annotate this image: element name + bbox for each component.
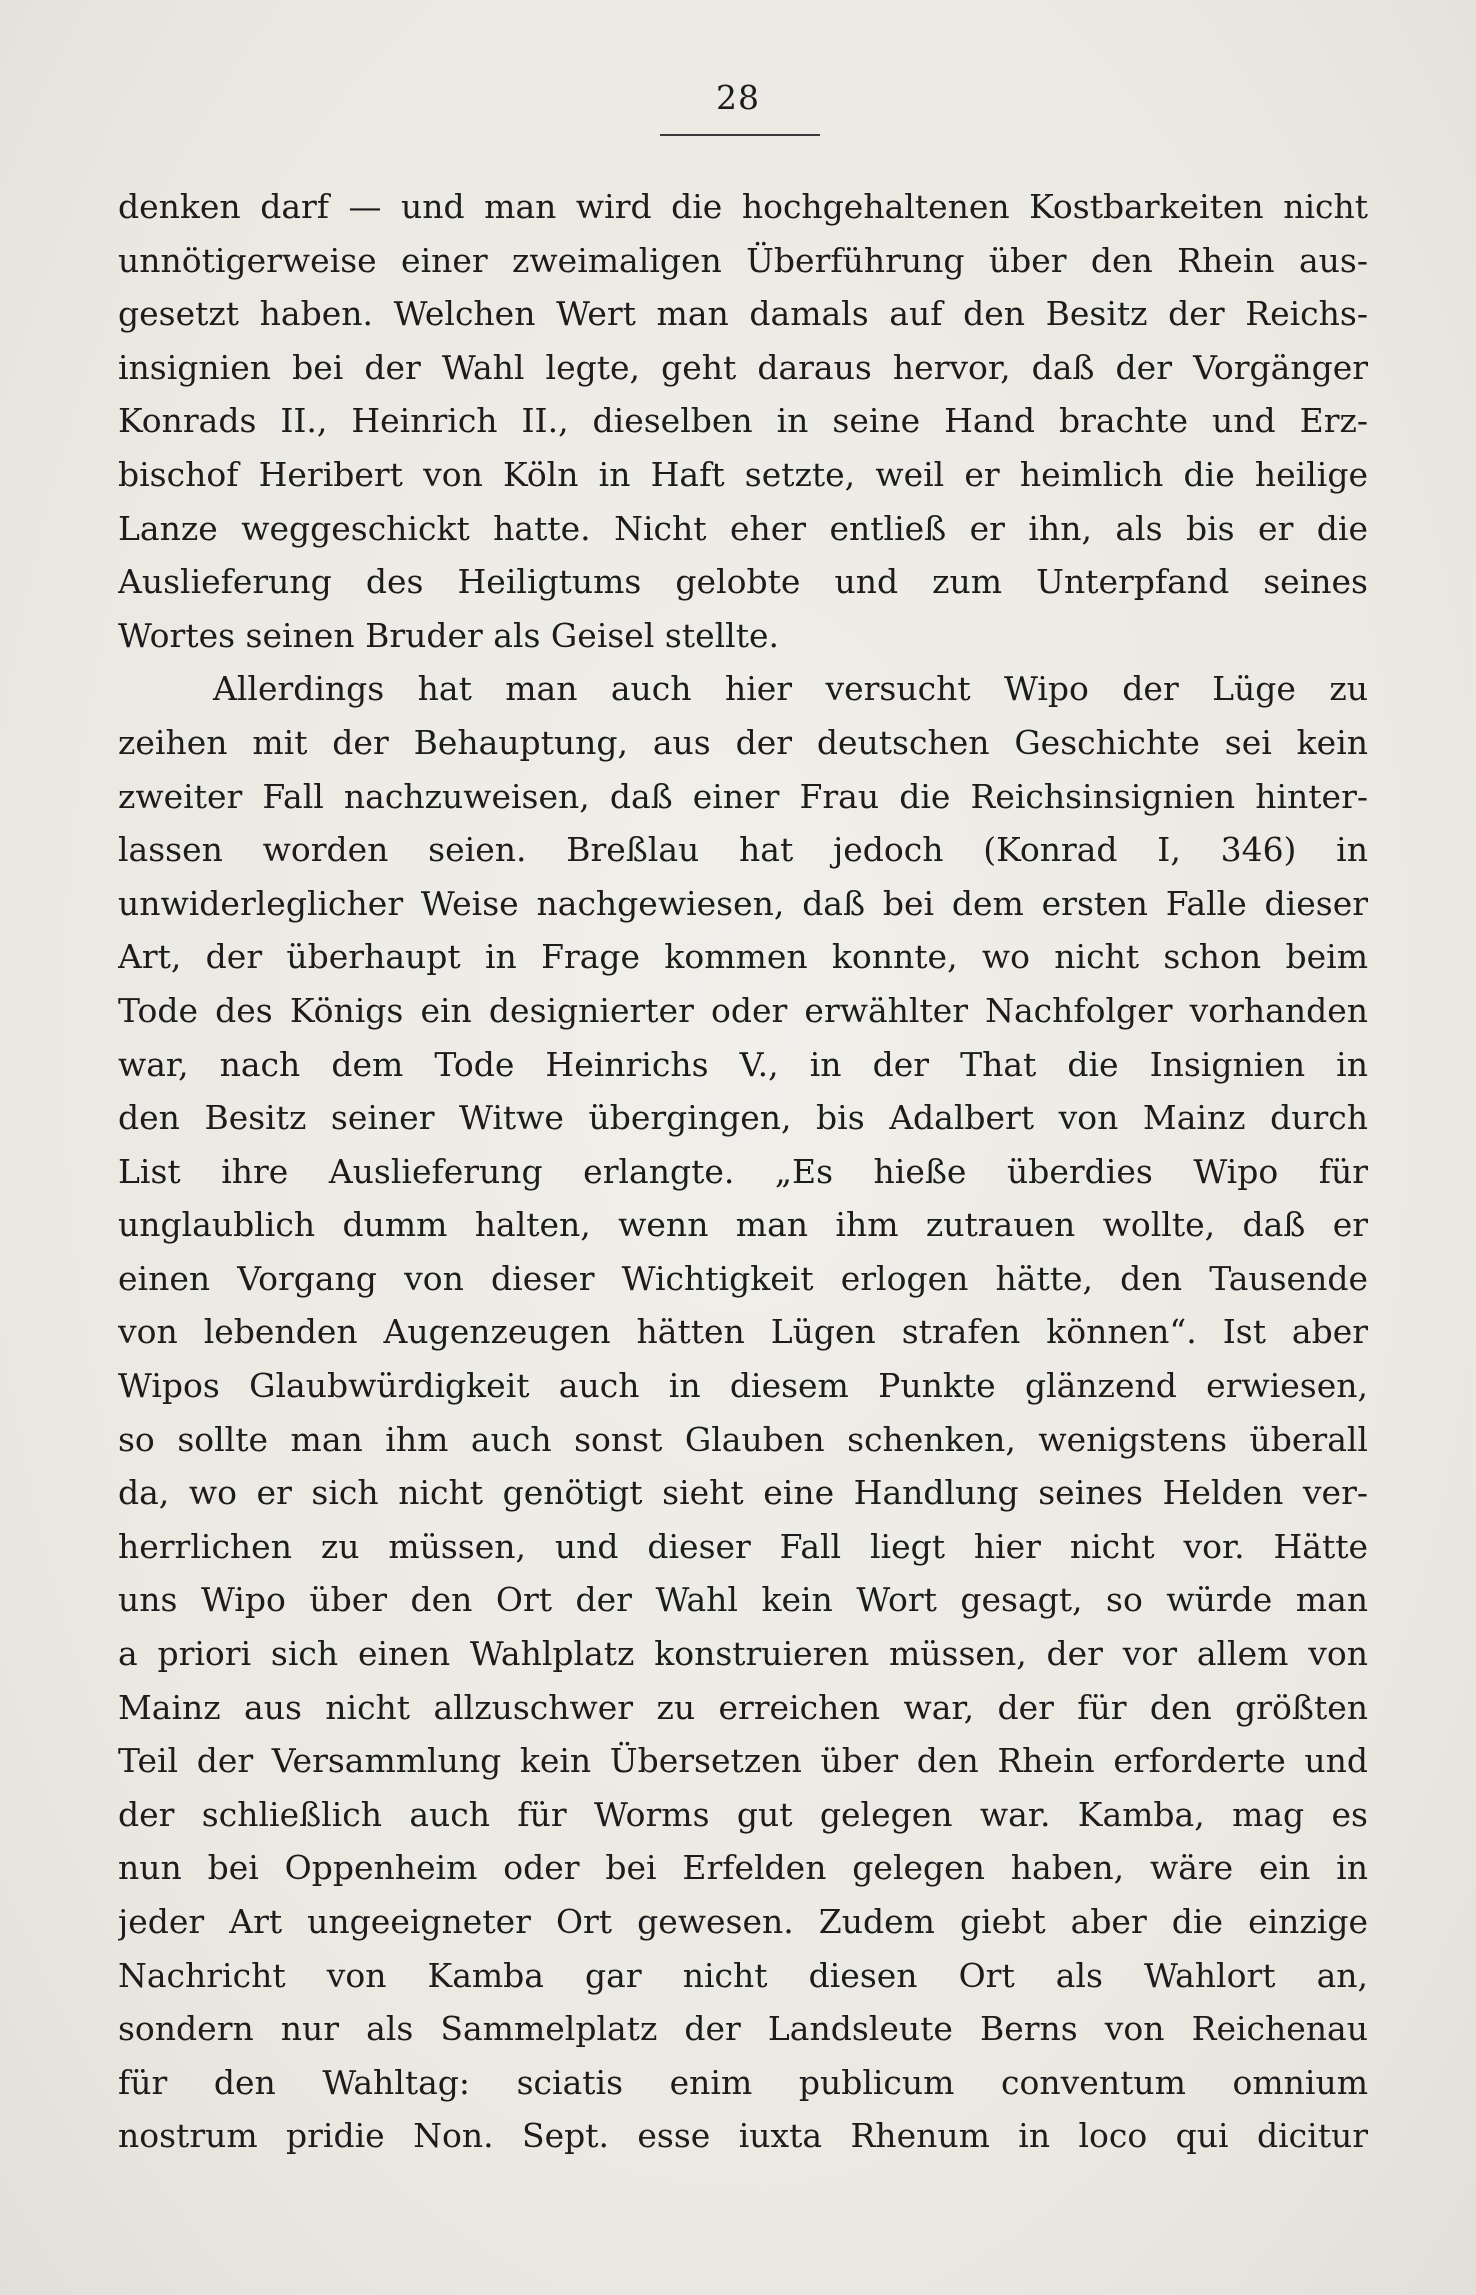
text-line: Lanze weggeschickt hatte. Nicht eher entließ er ihn, als bis er die [118, 508, 1368, 548]
text-line: Auslieferung des Heiligtums gelobte und zum Unterpfand seines [118, 562, 1368, 602]
text-line: für den Wahltag: sciatis enim publicum conventum omnium [118, 2062, 1368, 2102]
text-line: denken darf — und man wird die hochgehaltenen Kostbarkeiten nicht [118, 187, 1368, 226]
text-line: Teil der Versammlung kein Übersetzen über den Rhein erforderte und [118, 1741, 1368, 1781]
text-line: da, wo er sich nicht genötigt sieht eine Handlung seines Helden ver- [118, 1473, 1368, 1513]
text-line: den Besitz seiner Witwe übergingen, bis Adalbert von Mainz durch [118, 1098, 1368, 1138]
page-number-rule [660, 134, 820, 136]
text-line: von lebenden Augenzeugen hätten Lügen strafen können“. Ist aber [118, 1312, 1368, 1352]
text-line: sondern nur als Sammelplatz der Landsleute Berns von Reichenau [118, 2009, 1368, 2049]
text-line: unglaublich dumm halten, wenn man ihm zutrauen wollte, daß er [118, 1205, 1368, 1245]
text-line: so sollte man ihm auch sonst Glauben schenken, wenigstens überall [118, 1419, 1368, 1459]
text-line: gesetzt haben. Welchen Wert man damals auf den Besitz der Reichs- [118, 294, 1368, 334]
text-line: Konrads II., Heinrich II., dieselben in seine Hand brachte und Erz- [118, 401, 1368, 441]
text-line: jeder Art ungeeigneter Ort gewesen. Zudem giebt aber die einzige [118, 1902, 1368, 1941]
text-line: Nachricht von Kamba gar nicht diesen Ort als Wahlort an, [118, 1955, 1368, 1995]
text-line: insignien bei der Wahl legte, geht daraus hervor, daß der Vorgänger [118, 347, 1368, 387]
paragraph-end-line: Wortes seinen Bruder als Geisel stellte. [118, 615, 779, 655]
text-line: nun bei Oppenheim oder bei Erfelden gelegen haben, wäre ein in [118, 1848, 1368, 1888]
page-number: 28 [716, 78, 760, 117]
text-line: zeihen mit der Behauptung, aus der deutschen Geschichte sei kein [118, 722, 1368, 762]
text-line: herrlichen zu müssen, und dieser Fall liegt hier nicht vor. Hätte [118, 1526, 1368, 1566]
text-line: nostrum pridie Non. Sept. esse iuxta Rhenum in loco qui dicitur [118, 2116, 1368, 2156]
text-line: unwiderleglicher Weise nachgewiesen, daß bei dem ersten Falle dieser [118, 883, 1368, 923]
text-line: Mainz aus nicht allzuschwer zu erreichen war, der für den größten [118, 1687, 1368, 1727]
text-line: Tode des Königs ein designierter oder erwählter Nachfolger vorhanden [118, 990, 1368, 1030]
text-line: war, nach dem Tode Heinrichs V., in der That die Insignien in [118, 1044, 1368, 1084]
body-text [118, 180, 1368, 2163]
text-line: lassen worden seien. Breßlau hat jedoch (Konrad I, 346) in [118, 830, 1368, 870]
text-line: zweiter Fall nachzuweisen, daß einer Frau die Reichsinsignien hinter- [118, 776, 1368, 816]
text-line: einen Vorgang von dieser Wichtigkeit erlogen hätte, den Tausende [118, 1258, 1368, 1298]
text-line: List ihre Auslieferung erlangte. „Es hieße überdies Wipo für [118, 1151, 1368, 1191]
paragraph-start-line: Allerdings hat man auch hier versucht Wipo der Lüge zu [213, 669, 1368, 709]
text-line: uns Wipo über den Ort der Wahl kein Wort gesagt, so würde man [118, 1580, 1368, 1620]
text-line: der schließlich auch für Worms gut gelegen war. Kamba, mag es [118, 1794, 1368, 1834]
text-line: unnötigerweise einer zweimaligen Überführung über den Rhein aus- [118, 240, 1368, 280]
text-line: a priori sich einen Wahlplatz konstruieren müssen, der vor allem von [118, 1634, 1368, 1674]
text-line: Art, der überhaupt in Frage kommen konnte, wo nicht schon beim [118, 937, 1368, 977]
text-line: bischof Heribert von Köln in Haft setzte, weil er heimlich die heilige [118, 454, 1368, 494]
text-line: Wipos Glaubwürdigkeit auch in diesem Punkte glänzend erwiesen, [118, 1366, 1368, 1406]
